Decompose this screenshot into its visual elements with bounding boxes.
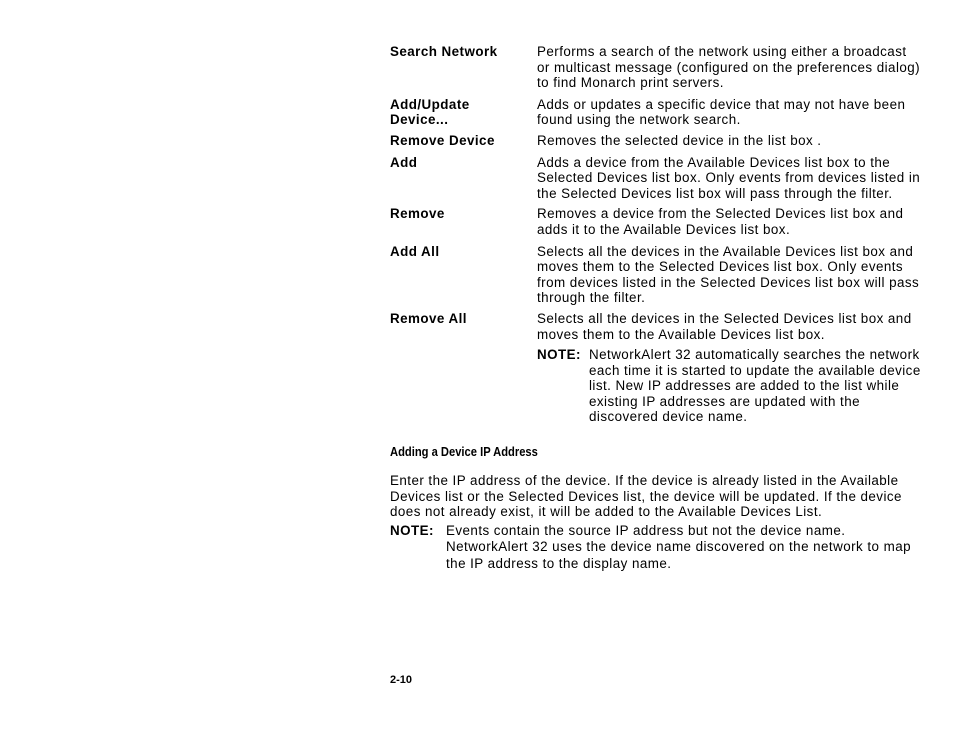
definition-description: Removes the selected device in the list box . — [537, 132, 822, 148]
definition-remove-device — [390, 133, 920, 149]
definition-term: Remove — [390, 206, 445, 222]
definition-term: Add/Update Device... — [390, 96, 470, 128]
definition-add-all — [390, 244, 920, 306]
definition-search-network — [390, 44, 920, 91]
definition-add — [390, 155, 920, 202]
definition-add-update-device — [390, 97, 920, 128]
definition-description: Adds or updates a specific device that may not have been found using the network search. — [537, 96, 906, 128]
definition-description: Adds a device from the Available Devices list box to the Selected Devices list box. Only events from devices listed in the Selected Devices list box will pass through the filter. — [537, 154, 921, 201]
definition-remove — [390, 206, 920, 237]
definition-description: Performs a search of the network using either a broadcast or multicast message (configured on the preferences dialog) to find Monarch print servers. — [537, 44, 921, 91]
page-number: 2-10 — [390, 674, 413, 686]
note-device-name — [390, 523, 920, 572]
definition-description: Removes a device from the Selected Devices list box and adds it to the Available Devices list box. — [537, 206, 904, 237]
section-paragraph: Enter the IP address of the device. If the device is already listed in the Available Devices list or the Selected Devices list, the device will be updated. If the device does not already exist, it will be added to the Available Devices List. — [390, 473, 902, 520]
note-label: NOTE: — [537, 347, 581, 363]
definition-description: Selects all the devices in the Selected Devices list box and moves them to the Available Devices list box. — [537, 310, 912, 342]
definition-term: Add — [390, 154, 418, 170]
definition-term: Remove Device — [390, 132, 495, 148]
note-auto-search — [537, 347, 922, 425]
note-label: NOTE: — [390, 522, 434, 538]
note-text: Events contain the source IP address but not the device name. NetworkAlert 32 uses the device name discovered on the network to map the IP address to the display name. — [446, 522, 911, 571]
definition-term: Search Network — [390, 44, 498, 59]
definition-remove-all — [390, 311, 920, 342]
definition-description: Selects all the devices in the Available Devices list box and moves them to the Selected Devices list box. Only events from devices listed in the Selected Devices list box will pass through the filter. — [537, 243, 920, 306]
definition-term: Remove All — [390, 310, 467, 326]
page-content — [390, 44, 920, 572]
note-text: NetworkAlert 32 automatically searches the network each time it is started to update the available device list. New IP addresses are added to the list while existing IP addresses are updated with the discovered device name. — [589, 347, 921, 425]
definition-term: Add All — [390, 243, 440, 259]
section-heading: Adding a Device IP Address — [390, 444, 538, 460]
